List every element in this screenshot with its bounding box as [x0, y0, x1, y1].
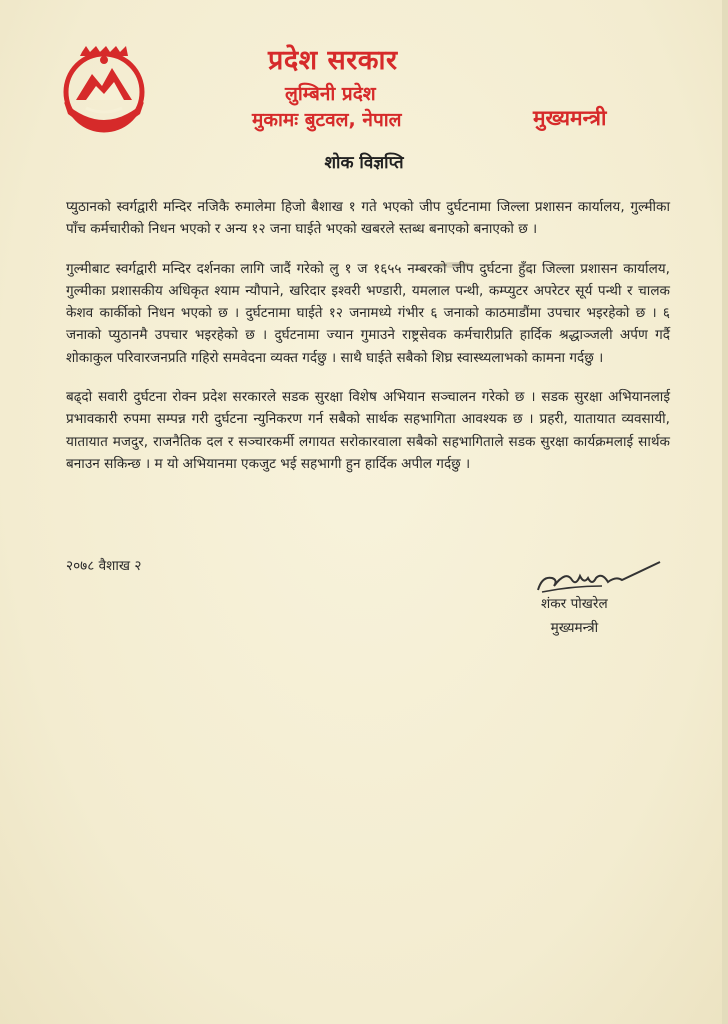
document-date: २०७८ वैशाख २	[66, 558, 142, 574]
paragraph: गुल्मीबाट स्वर्गद्वारी मन्दिर दर्शनका लागि जादैं गरेको लु १ ज १६५५ नम्बरको जीप दुर्घटना हुँदा जिल्ला प्रशासन कार्यालय, गुल्मीका प्रशासकीय अधिकृत श्याम न्यौपाने, खरिदार इश्वरी भण्डारी, यमलाल पन्थी, कम्प्युटर अपरेटर सूर्य पन्थी र चालक केशव कार्कीको निधन भएको छ । दुर्घटनामा घाईते १२ जनामध्ये गंभीर ६ जनाको काठमाडौंमा उपचार भइरहेको छ । ६ जनाको प्युठानमै उपचार भइरहेको छ । दुर्घटनामा ज्यान गुमाउने राष्ट्रसेवक कर्मचारीप्रति हार्दिक श्रद्धाञ्जली अर्पण गर्दै शोकाकुल परिवारजनप्रति गहिरो समवेदना व्यक्त गर्दछु । साथै घाईते सबैको शिघ्र स्वास्थ्यलाभको कामना गर्दछु ।	[66, 260, 670, 366]
signer-block	[541, 592, 608, 640]
signer-name: शंकर पोखरेल	[541, 596, 608, 612]
letterhead-province: लुम्बिनी प्रदेश	[285, 83, 376, 105]
paragraph: बढ्दो सवारी दुर्घटना रोक्न प्रदेश सरकारले सडक सुरक्षा विशेष अभियान सञ्चालन गरेको छ । सडक सुरक्षा अभियानलाई प्रभावकारी रुपमा सम्पन्न गरी दुर्घटना न्युनिकरण गर्न सबैको सार्थक सहभागिता आवश्यक छ । प्रहरी, यातायात व्यवसायी, यातायात मजदुर, राजनैतिक दल र सञ्चारकर्मी लगायत सरोकारवाला सबैको सहभागिताले सडक सुरक्षा कार्यक्रमलाई सार्थक बनाउन सकिन्छ । म यो अभियानमा एकजुट भई सहभागी हुन हार्दिक अपील गर्दछु ।	[66, 389, 670, 472]
paper-smudge	[437, 262, 473, 268]
letterhead-headquarters: मुकामः बुटवल, नेपाल	[252, 109, 402, 131]
paper-smudge	[525, 268, 533, 273]
scan-edge	[722, 0, 728, 1024]
document-title: शोक विज्ञप्ति	[324, 153, 404, 173]
signer-title: मुख्यमन्त्री	[550, 620, 599, 636]
letterhead-office: मुख्यमन्त्री	[533, 106, 607, 130]
nepal-emblem-icon	[56, 42, 152, 134]
paragraph: प्युठानको स्वर्गद्वारी मन्दिर नजिकै रुमालेमा हिजो बैशाख १ गते भएको जीप दुर्घटनामा जिल्ला प्रशासन कार्यालय, गुल्मीका पाँच कर्मचारीको निधन भएको र अन्य १२ जना घाईते भएको खबरले स्तब्ध बनाएको बनाएको छ ।	[66, 199, 670, 238]
letterhead-government: प्रदेश सरकार	[268, 45, 398, 76]
document-body	[66, 196, 670, 492]
